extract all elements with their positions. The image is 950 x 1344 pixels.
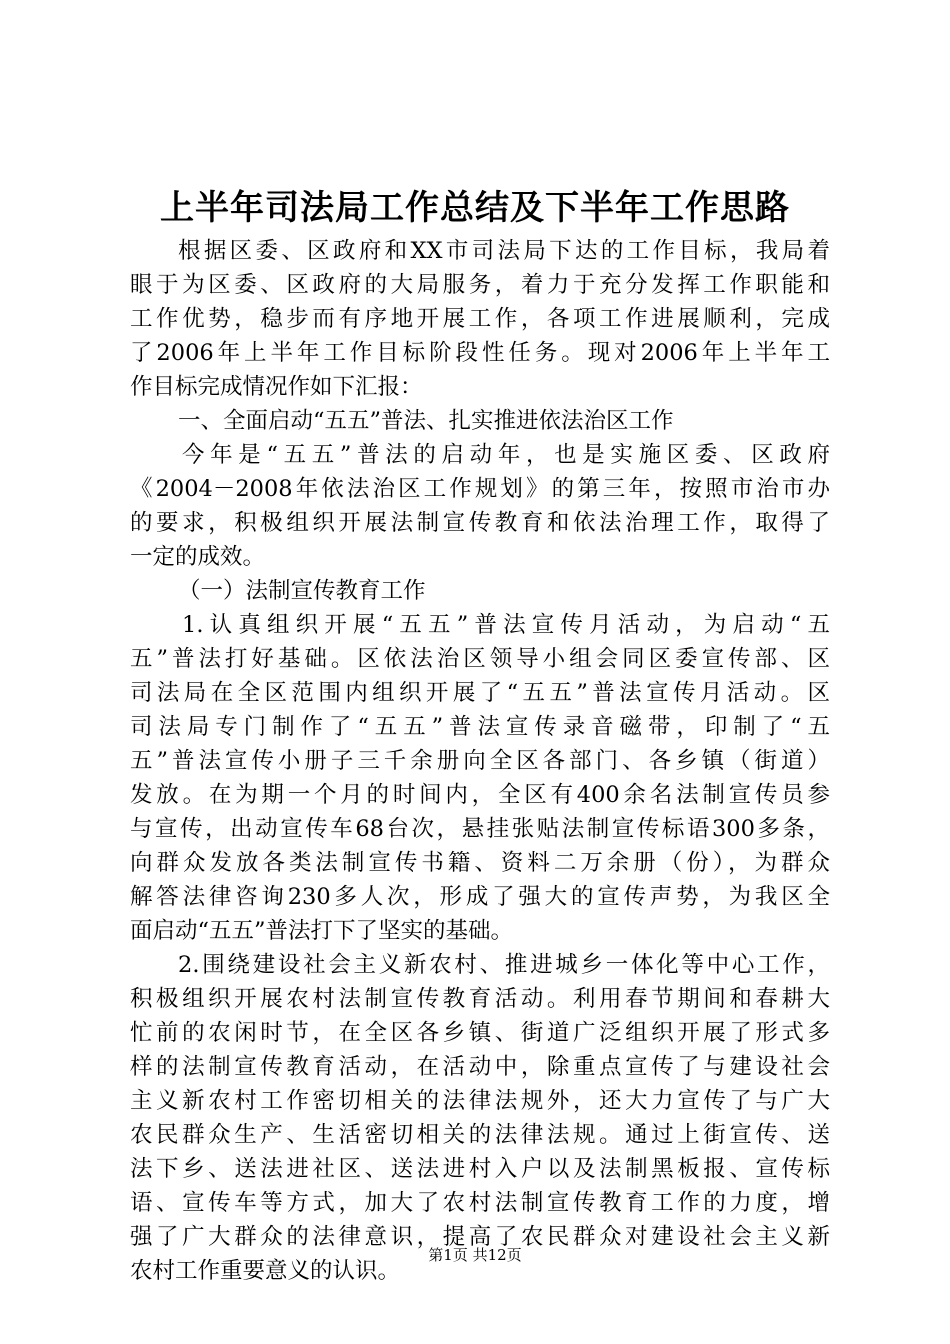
paragraph-line: 一定的成效。	[130, 544, 266, 570]
paragraph-line: 发放。在为期一个月的时间内，全区有400余名法制宣传员参	[130, 782, 830, 808]
paragraph-line: 主义新农村工作密切相关的法律法规外，还大力宣传了与广大	[130, 1088, 830, 1114]
paragraph-line: 了2006年上半年工作目标阶段性任务。现对2006年上半年工	[130, 340, 830, 366]
section-heading: 一、全面启动“五五”普法、扎实推进依法治区工作	[178, 408, 674, 434]
page-indicator: 第1页 共12页	[428, 1246, 522, 1264]
paragraph-line: 的要求，积极组织开展法制宣传教育和依法治理工作，取得了	[130, 510, 830, 536]
paragraph-line: 农村工作重要意义的认识。	[130, 1258, 401, 1284]
document-title: 上半年司法局工作总结及下半年工作思路	[160, 188, 790, 228]
paragraph-line: 语、宣传车等方式，加大了农村法制宣传教育工作的力度，增	[130, 1190, 830, 1216]
paragraph-line: 眼于为区委、区政府的大局服务，着力于充分发挥工作职能和	[130, 272, 830, 298]
paragraph-line: 司法局专门制作了“五五”普法宣传录音磁带，印制了“五	[130, 714, 830, 740]
paragraph-line: 今年是“五五”普法的启动年，也是实施区委、区政府	[182, 442, 830, 468]
paragraph-line: 2.围绕建设社会主义新农村、推进城乡一体化等中心工作，	[178, 952, 830, 978]
paragraph-line: 积极组织开展农村法制宣传教育活动。利用春节期间和春耕大	[130, 986, 830, 1012]
paragraph-line: 根据区委、区政府和XX市司法局下达的工作目标，我局着	[178, 238, 830, 264]
paragraph-line: 农民群众生产、生活密切相关的法律法规。通过上街宣传、送	[130, 1122, 830, 1148]
paragraph-line: 向群众发放各类法制宣传书籍、资料二万余册（份），为群众	[130, 850, 830, 876]
paragraph-line: 五”普法宣传小册子三千余册向全区各部门、各乡镇（街道）	[130, 748, 830, 774]
paragraph-line: 工作优势，稳步而有序地开展工作，各项工作进展顺利，完成	[130, 306, 830, 332]
paragraph-line: 样的法制宣传教育活动，在活动中，除重点宣传了与建设社会	[130, 1054, 830, 1080]
paragraph-line: 解答法律咨询230多人次，形成了强大的宣传声势，为我区全	[130, 884, 830, 910]
subsection-heading: （一）法制宣传教育工作	[178, 578, 426, 604]
paragraph-line: 1.认真组织开展“五五”普法宣传月活动，为启动“五	[182, 612, 830, 638]
document-body	[130, 234, 830, 1288]
paragraph-line: 强了广大群众的法律意识，提高了农民群众对建设社会主义新	[130, 1224, 830, 1250]
paragraph-line: 面启动“五五”普法打下了坚实的基础。	[130, 918, 514, 944]
paragraph-line: 作目标完成情况作如下汇报：	[130, 374, 423, 400]
paragraph-line: 《2004－2008年依法治区工作规划》的第三年，按照市治市办	[130, 476, 830, 502]
paragraph-line: 法下乡、送法进社区、送法进村入户以及法制黑板报、宣传标	[130, 1156, 830, 1182]
paragraph-line: 司法局在全区范围内组织开展了“五五”普法宣传月活动。区	[130, 680, 830, 706]
paragraph-line: 与宣传，出动宣传车68台次，悬挂张贴法制宣传标语300多条，	[130, 816, 830, 842]
paragraph-line: 忙前的农闲时节，在全区各乡镇、街道广泛组织开展了形式多	[130, 1020, 830, 1046]
paragraph-line: 五”普法打好基础。区依法治区领导小组会同区委宣传部、区	[130, 646, 830, 672]
